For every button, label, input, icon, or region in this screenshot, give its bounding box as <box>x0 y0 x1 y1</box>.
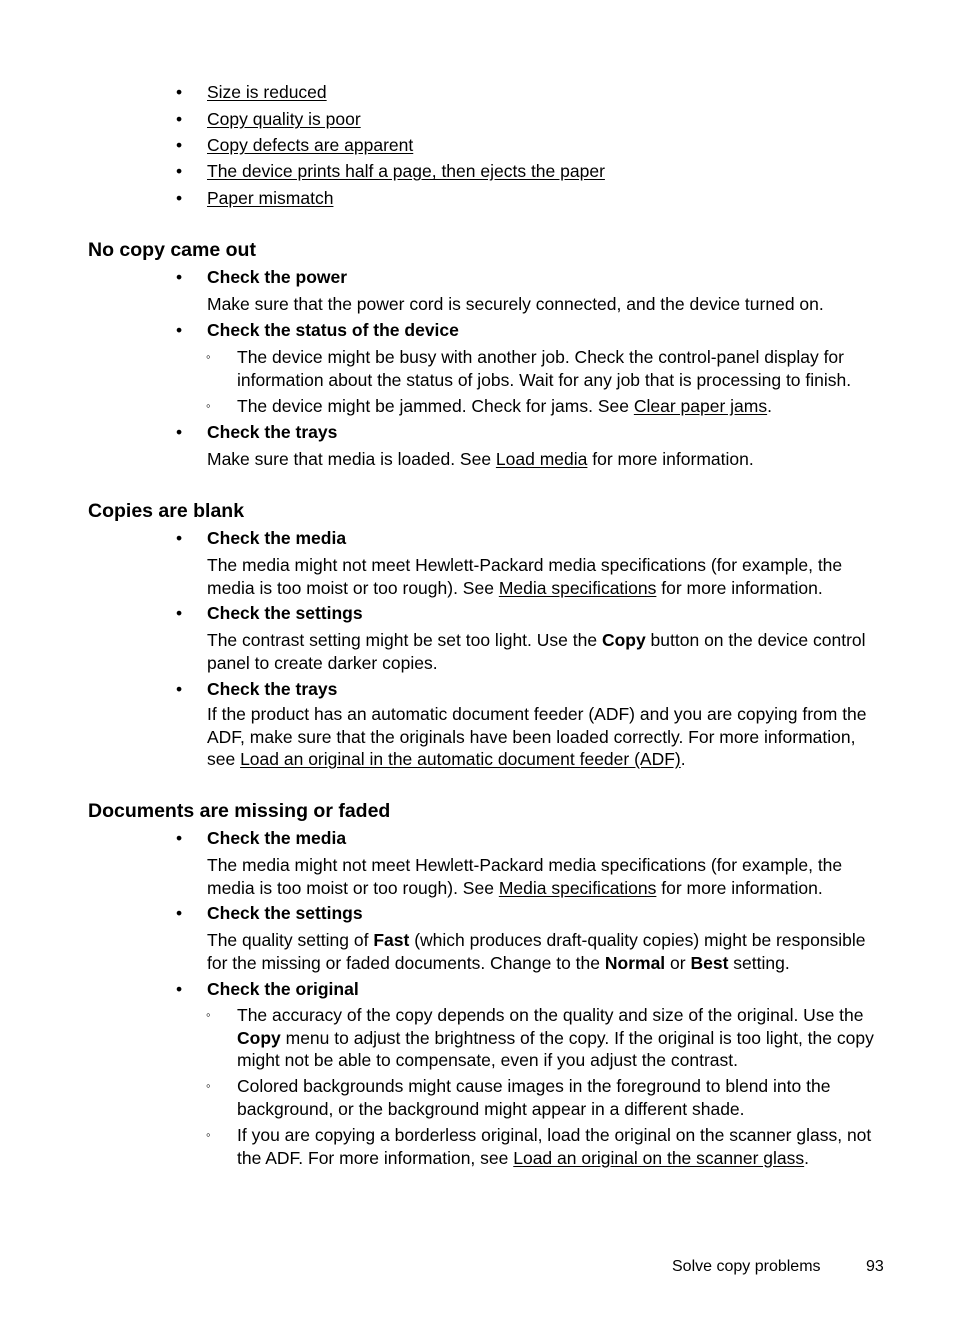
bullet: • <box>176 188 183 208</box>
bullet: • <box>176 320 183 340</box>
text: button on the device control panel to create darker copies. <box>207 630 866 673</box>
sub-bullet: ◦ <box>206 1078 211 1093</box>
paragraph <box>207 929 887 974</box>
sub-text <box>237 1124 887 1169</box>
link-clear-paper-jams[interactable]: Clear paper jams <box>633 396 768 416</box>
bullet: • <box>176 828 183 848</box>
text: The media might not meet Hewlett-Packard media specifications (for example, the media is too moist or too rough). See <box>207 555 843 598</box>
item-heading: Check the trays <box>207 679 338 699</box>
section-heading-no-copy: No copy came out <box>88 239 256 261</box>
text: . <box>804 1147 810 1168</box>
bullet: • <box>176 135 183 155</box>
link-media-specifications[interactable]: Media specifications <box>498 577 657 598</box>
bullet: • <box>176 422 183 442</box>
link-load-original-scanner-glass[interactable]: Load an original on the scanner glass <box>513 1147 805 1168</box>
link-load-original-adf[interactable]: Load an original in the automatic document feeder (ADF) <box>240 749 681 769</box>
bold-term: Copy <box>601 630 646 650</box>
text: for more information. <box>656 877 823 898</box>
item-heading: Check the settings <box>207 603 363 623</box>
item-heading: Check the status of the device <box>207 320 459 340</box>
section-heading-copies-blank: Copies are blank <box>88 500 245 522</box>
text: or <box>665 952 691 973</box>
text: . <box>680 749 686 769</box>
text: The device might be jammed. Check for jams. See <box>237 396 634 416</box>
link-half-page[interactable]: The device prints half a page, then ejects the paper <box>207 161 605 181</box>
link-copy-defects[interactable]: Copy defects are apparent <box>207 135 414 155</box>
item-heading: Check the media <box>207 528 347 548</box>
item-heading: Check the power <box>207 267 348 287</box>
bullet: • <box>176 903 183 923</box>
paragraph <box>207 629 887 674</box>
link-load-media[interactable]: Load media <box>495 449 588 469</box>
item-heading: Check the settings <box>207 903 363 923</box>
sub-text: The device might be busy with another job. Check the control-panel display for information about the status of jobs. Wait for any job that is processing to finish. <box>237 347 852 390</box>
text: If the product has an automatic document feeder (ADF) and you are copying from the ADF, make sure that the originals have been loaded correctly. For more information, see <box>207 704 867 769</box>
text: The contrast setting might be set too light. Use the <box>207 630 602 650</box>
text: Make sure that media is loaded. See <box>207 449 496 469</box>
text: The quality setting of <box>207 930 374 950</box>
section-heading-missing-faded: Documents are missing or faded <box>88 800 391 822</box>
bullet: • <box>176 528 183 548</box>
bold-term: Copy <box>237 1027 281 1048</box>
bullet: • <box>176 679 183 699</box>
bullet: • <box>176 603 183 623</box>
text: for more information. <box>656 577 823 598</box>
text: The accuracy of the copy depends on the quality and size of the original. Use the <box>237 1005 864 1025</box>
paragraph <box>207 854 887 899</box>
sub-bullet: ◦ <box>206 398 211 413</box>
text: (which produces draft-quality copies) might be responsible for the missing or faded documents. Change to the <box>207 930 866 973</box>
text: If you are copying a borderless original, load the original on the scanner glass, not the ADF. For more information, see <box>237 1125 872 1168</box>
text: . <box>767 396 772 416</box>
paragraph: Make sure that the power cord is securely connected, and the device turned on. <box>207 294 824 314</box>
link-size-reduced[interactable]: Size is reduced <box>207 82 327 102</box>
text: setting. <box>728 952 790 973</box>
paragraph <box>207 448 887 471</box>
text: menu to adjust the brightness of the copy. If the original is too light, the copy might not be able to compensate, even if you adjust the contrast. <box>237 1027 874 1070</box>
bullet: • <box>176 82 183 102</box>
link-copy-quality-poor[interactable]: Copy quality is poor <box>207 109 361 129</box>
footer-section-name: Solve copy problems <box>672 1258 821 1275</box>
sub-bullet: ◦ <box>206 349 211 364</box>
sub-text: Colored backgrounds might cause images in the foreground to blend into the background, or the background might appear in a different shade. <box>237 1076 831 1119</box>
sub-text <box>237 1004 887 1072</box>
sub-bullet: ◦ <box>206 1127 211 1142</box>
bold-term: Best <box>690 952 729 973</box>
paragraph <box>207 554 887 599</box>
link-media-specifications[interactable]: Media specifications <box>498 877 657 898</box>
item-heading: Check the original <box>207 979 359 999</box>
text: The media might not meet Hewlett-Packard media specifications (for example, the media is too moist or too rough). See <box>207 855 843 898</box>
item-heading: Check the trays <box>207 422 338 442</box>
paragraph <box>207 703 887 771</box>
sub-text <box>237 395 887 418</box>
page-number: 93 <box>866 1258 884 1275</box>
bold-term: Normal <box>604 952 666 973</box>
bullet: • <box>176 979 183 999</box>
bold-term: Fast <box>373 930 410 950</box>
text: for more information. <box>587 449 754 469</box>
item-heading: Check the media <box>207 828 347 848</box>
bullet: • <box>176 267 183 287</box>
link-paper-mismatch[interactable]: Paper mismatch <box>207 188 334 208</box>
sub-bullet: ◦ <box>206 1007 211 1022</box>
bullet: • <box>176 161 183 181</box>
bullet: • <box>176 109 183 129</box>
